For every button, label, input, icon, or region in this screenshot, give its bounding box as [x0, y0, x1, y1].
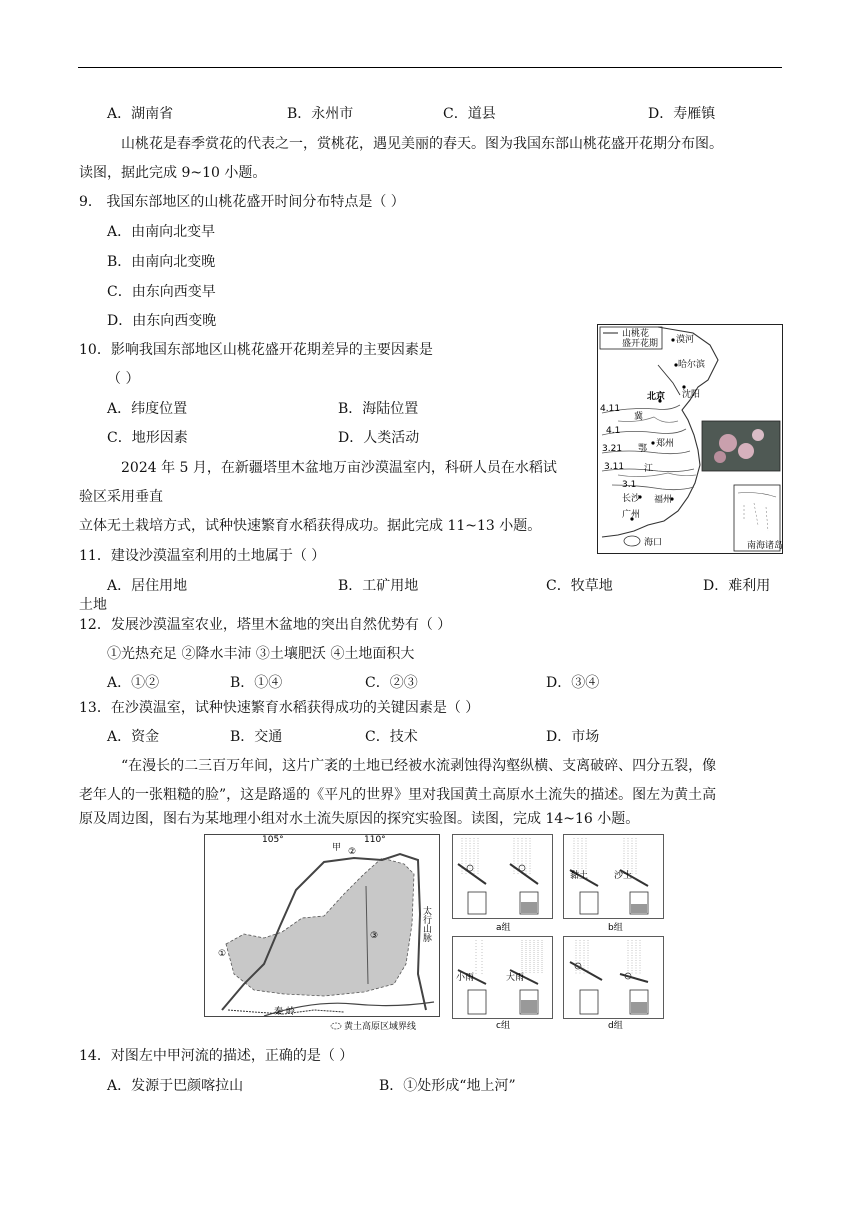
experiment-figure: [452, 834, 664, 1030]
q14-stem: 14．对图左中甲河流的描述，正确的是（ ）: [79, 1048, 354, 1064]
bloom-map: [598, 325, 782, 553]
hainan-island: [624, 536, 640, 546]
bloom-map-figure: [597, 324, 783, 554]
bloom-legend-1: 山桃花: [622, 329, 650, 339]
peninsula: [658, 365, 680, 395]
date-label-4: 3.11: [604, 462, 625, 472]
experiment-diagram: [452, 834, 664, 1030]
river-yangtze: [618, 473, 696, 477]
q11-stem: 11．建设沙漠温室利用的土地属于（ ）: [79, 548, 326, 564]
city-haikou: 海口: [644, 538, 663, 548]
q10-option-d: D．人类活动: [338, 430, 420, 446]
date-label-2: 4.1: [606, 426, 621, 436]
panel-d-label: d组: [608, 1021, 623, 1030]
q11-option-d-cont: 土地: [79, 597, 107, 613]
passage3-line2: 老年人的一张粗糙的脸”，这是路遥的《平凡的世界》里对我国黄土高原水土流失的描述。图左为黄土高: [79, 787, 717, 803]
q9-option-c: C．由东向西变早: [107, 284, 216, 300]
panel-a-label: a组: [496, 923, 511, 933]
q8-option-b: B．永州市: [287, 106, 354, 122]
city-beijing: 北京: [647, 392, 666, 402]
inset-label: 南海诸岛: [747, 541, 782, 551]
q13-option-d: D．市场: [546, 729, 600, 745]
soil-sand-label: 沙土: [614, 871, 633, 881]
q8-option-a: A．湖南省: [107, 106, 174, 122]
photo-flower-2: [738, 443, 754, 459]
q12-items: ①光热充足 ②降水丰沛 ③土壤肥沃 ④土地面积大: [107, 646, 415, 662]
q13-option-a: A．资金: [107, 729, 160, 745]
loess-legend: 黄土高原区域界线: [344, 1022, 417, 1032]
passage2-line3: 立体无土栽培方式，试种快速繁育水稻获得成功。据此完成 11~13 小题。: [79, 518, 542, 534]
label-2: ②: [348, 847, 357, 857]
q10-option-b: B．海陆位置: [338, 401, 419, 417]
panel-c-label: c组: [496, 1021, 510, 1030]
q8-option-c: C．道县: [443, 106, 496, 122]
q10-paren: （ ）: [107, 371, 140, 387]
q12-option-a: A．①②: [107, 675, 160, 691]
passage3-line3: 原及周边图，图右为某地理小组对水土流失原因的探究实验图。读图，完成 14~16 小题。: [79, 811, 640, 827]
lon-105: 105°: [262, 835, 284, 845]
date-label-3: 3.21: [602, 444, 623, 454]
city-dot-mohe: [671, 338, 674, 341]
loess-map-figure: [204, 834, 440, 1032]
lon-110: 110°: [364, 835, 386, 845]
q9-option-d: D．由东向西变晚: [107, 313, 217, 329]
city-guangzhou: 广州: [622, 510, 641, 520]
loess-map: [204, 834, 440, 1032]
photo-flower-3: [714, 451, 726, 463]
q14-option-b: B．①处形成“地上河”: [379, 1078, 516, 1094]
q9-option-a: A．由南向北变早: [107, 224, 216, 240]
label-1: ①: [218, 949, 227, 959]
q11-option-c: C．牧草地: [546, 578, 613, 594]
city-dot-zhengzhou: [651, 441, 654, 444]
label-qinling: 秦 岭: [274, 1007, 295, 1017]
city-fuzhou: 福州: [654, 495, 673, 505]
passage1-line2: 读图，据此完成 9~10 小题。: [79, 165, 267, 181]
q12-option-b: B．①④: [230, 675, 283, 691]
river-yellow: [618, 417, 678, 422]
label-jia: 甲: [332, 843, 342, 853]
river-label-1: 冀: [634, 412, 644, 422]
q12-option-d: D．③④: [546, 675, 600, 691]
city-shenyang: 沈阳: [682, 390, 701, 400]
q14-option-a: A．发源于巴颜喀拉山: [107, 1078, 244, 1094]
river-label-3: 江: [644, 464, 654, 474]
header-rule: [78, 67, 782, 68]
q12-stem: 12．发展沙漠温室农业，塔里木盆地的突出自然优势有（ ）: [79, 617, 452, 633]
q11-option-d: D．难利用: [703, 578, 771, 594]
panel-a: [453, 835, 553, 934]
date-label-5: 3.1: [622, 480, 637, 490]
q9-stem: 9． 我国东部地区的山桃花盛开时间分布特点是（ ）: [79, 194, 405, 210]
q12-option-c: C．②③: [365, 675, 418, 691]
bloom-legend-2: 盛开花期: [622, 339, 659, 349]
city-mohe: 漠河: [676, 335, 695, 345]
q9-option-b: B．由南向北变晚: [107, 254, 216, 270]
q10-option-c: C．地形因素: [107, 430, 188, 446]
legend-symbol: [331, 1023, 341, 1029]
q8-option-d: D．寿雁镇: [648, 106, 716, 122]
q13-stem: 13．在沙漠温室，试种快速繁育水稻获得成功的关键因素是（ ）: [79, 700, 480, 716]
panel-d: [564, 937, 664, 1031]
panel-b-label: b组: [608, 923, 623, 933]
passage2-line2: 验区采用垂直: [79, 489, 163, 505]
panel-c: [453, 937, 553, 1031]
city-harbin: 哈尔滨: [678, 360, 706, 370]
q10-stem: 10．影响我国东部地区山桃花盛开花期差异的主要因素是: [79, 342, 433, 358]
river-label-2: 鄂: [638, 444, 648, 454]
rain-light-label: 小雨: [456, 973, 475, 983]
city-dot-shenyang: [682, 385, 685, 388]
passage1-line1: 山桃花是春季赏花的代表之一，赏桃花，遇见美丽的春天。图为我国东部山桃花盛开花期分布图。: [121, 136, 723, 152]
soil-clay-label: 黏土: [570, 871, 589, 881]
date-label-1: 4.11: [600, 404, 621, 414]
q13-option-b: B．交通: [230, 729, 283, 745]
label-3: ③: [370, 931, 379, 941]
city-changsha: 长沙: [622, 494, 641, 504]
q11-option-b: B．工矿用地: [338, 578, 419, 594]
label-taihang: 太行山脉: [421, 906, 431, 942]
city-zhengzhou: 郑州: [656, 439, 675, 449]
q11-option-a: A．居住用地: [107, 578, 188, 594]
passage3-line1: “在漫长的二三百万年间，这片广袤的土地已经被水流剥蚀得沟壑纵横、支离破碎、四分五裂，像: [121, 758, 717, 774]
passage2-line1: 2024 年 5 月，在新疆塔里木盆地万亩沙漠温室内，科研人员在水稻试: [121, 460, 557, 476]
rain-heavy-label: 大雨: [506, 973, 525, 983]
q10-option-a: A．纬度位置: [107, 401, 188, 417]
photo-flower-4: [752, 429, 764, 441]
q13-option-c: C．技术: [365, 729, 418, 745]
panel-b: [564, 835, 664, 934]
photo-flower-1: [719, 434, 737, 452]
